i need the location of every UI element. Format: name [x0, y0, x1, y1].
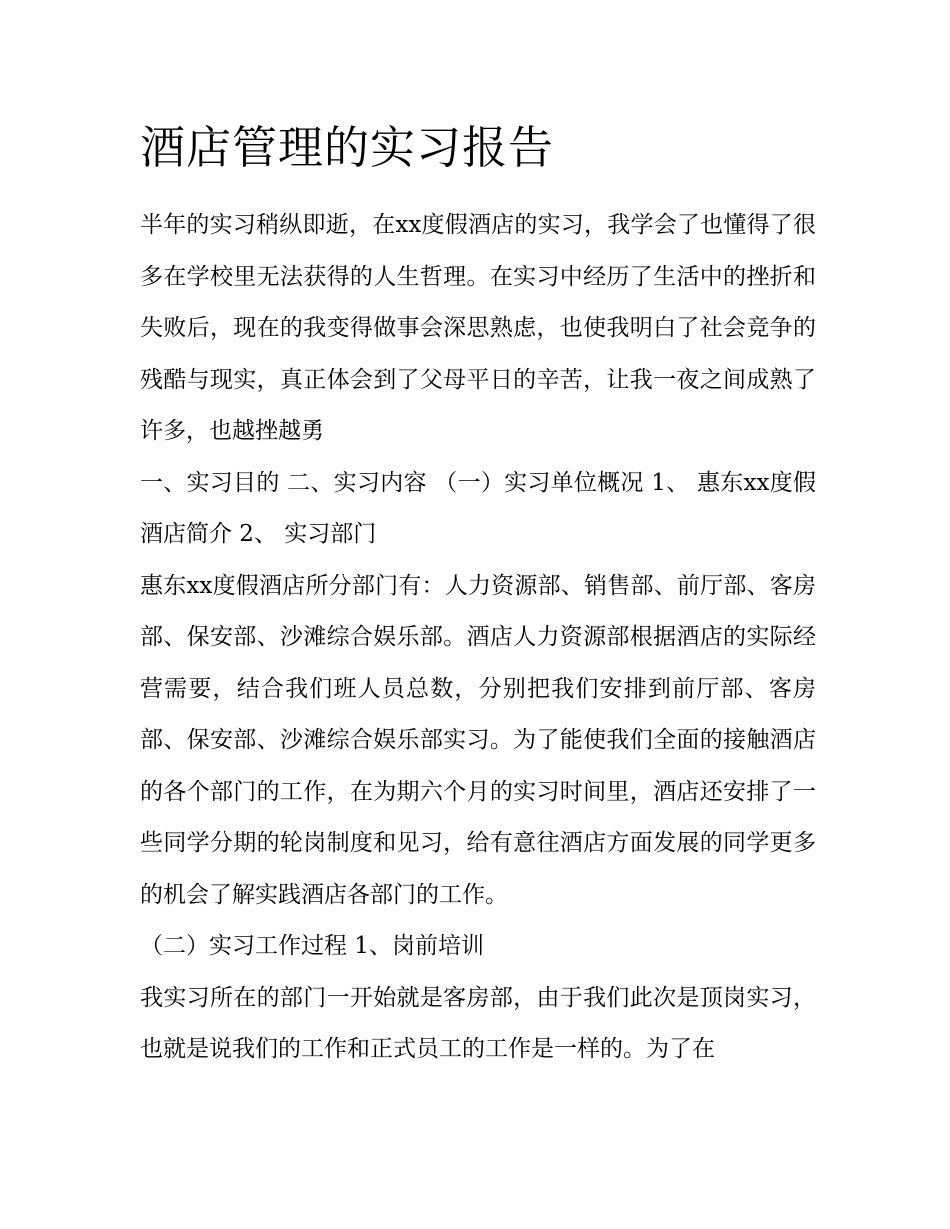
- section-heading-process: （二）实习工作过程 1、岗前培训: [140, 933, 484, 959]
- section-heading-objectives: 一、实习目的 二、实习内容 （一）实习单位概况 1、 惠东xx度假酒店简介 2、 实习部门: [140, 469, 816, 547]
- process-paragraph: 我实习所在的部门一开始就是客房部，由于我们此次是顶岗实习，也就是说我们的工作和正式员工的工作是一样的。为了在: [140, 984, 816, 1062]
- departments-paragraph: 惠东xx度假酒店所分部门有：人力资源部、销售部、前厅部、客房部、保安部、沙滩综合娱乐部。酒店人力资源部根据酒店的实际经营需要，结合我们班人员总数，分别把我们安排到前厅部、客房部、保安部、沙滩综合娱乐部实习。为了能使我们全面的接触酒店的各个部门的工作，在为期六个月的实习时间里，酒店还安排了一些同学分期的轮岗制度和见习，给有意往酒店方面发展的同学更多的机会了解实践酒店各部门的工作。: [140, 572, 816, 908]
- document-body: [140, 118, 816, 1076]
- document-title: 酒店管理的实习报告: [140, 121, 555, 174]
- intro-paragraph: 半年的实习稍纵即逝，在xx度假酒店的实习，我学会了也懂得了很多在学校里无法获得的人生哲理。在实习中经历了生活中的挫折和失败后，现在的我变得做事会深思熟虑，也使我明白了社会竞争的残酷与现实，真正体会到了父母平日的辛苦，让我一夜之间成熟了许多，也越挫越勇: [140, 212, 816, 444]
